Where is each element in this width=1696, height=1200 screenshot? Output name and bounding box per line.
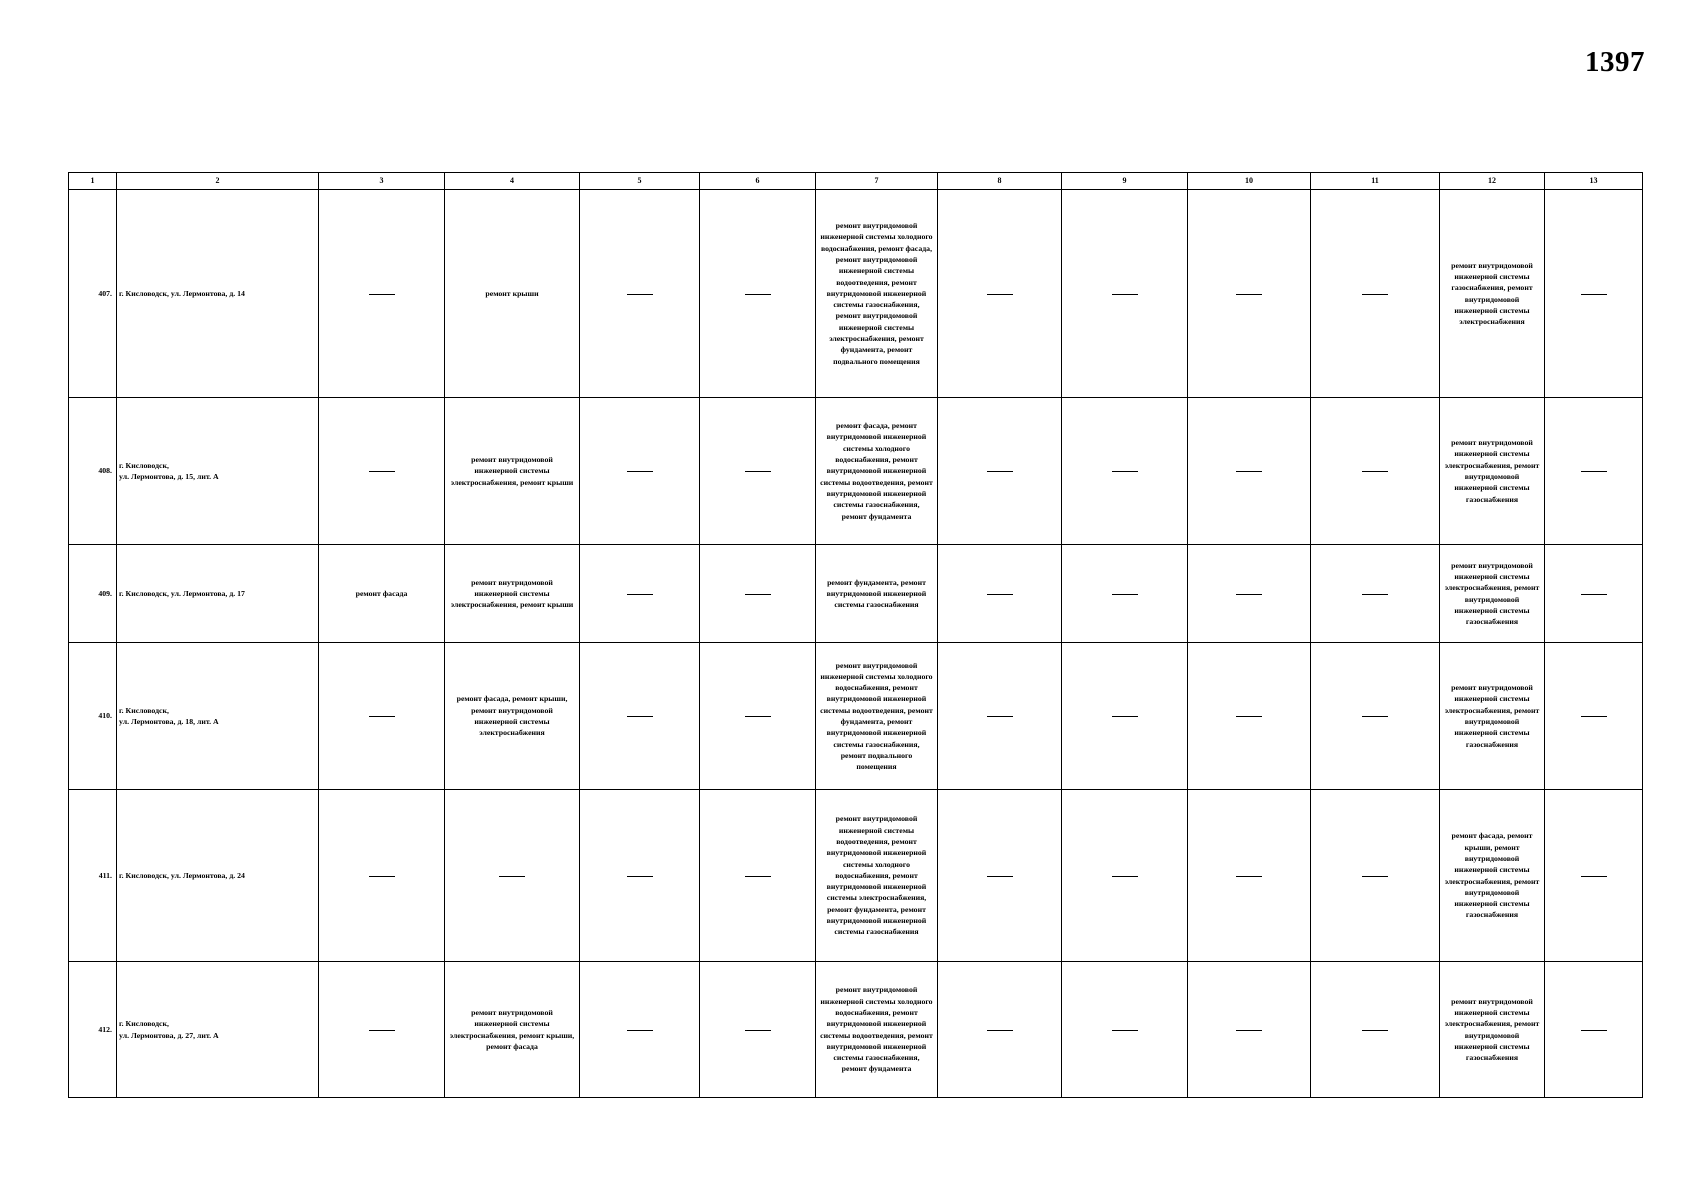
- works-cell: ремонт внутридомовой инженерной системы холодного водоснабжения, ремонт внутридомовой инженерной системы водоотведения, ремонт внутридомовой инженерной системы газоснабжения, ремонт фундамента: [816, 962, 938, 1098]
- empty-cell: [1062, 190, 1188, 398]
- column-number: 12: [1440, 173, 1545, 190]
- empty-cell: [1311, 790, 1440, 962]
- column-number: 11: [1311, 173, 1440, 190]
- dash-mark: [1362, 594, 1388, 595]
- dash-mark: [1581, 1030, 1607, 1031]
- dash-mark: [1112, 716, 1138, 717]
- empty-cell: [319, 790, 445, 962]
- empty-cell: [1062, 643, 1188, 790]
- dash-mark: [627, 594, 653, 595]
- empty-cell: [1062, 962, 1188, 1098]
- empty-cell: [1545, 545, 1643, 643]
- dash-mark: [369, 1030, 395, 1031]
- dash-mark: [1362, 294, 1388, 295]
- empty-cell: [1545, 790, 1643, 962]
- empty-cell: [700, 790, 816, 962]
- dash-mark: [369, 716, 395, 717]
- dash-mark: [1236, 471, 1262, 472]
- page-number: 1397: [1585, 46, 1645, 78]
- empty-cell: [319, 962, 445, 1098]
- table-row: [69, 398, 1643, 545]
- dash-mark: [745, 1030, 771, 1031]
- dash-mark: [499, 876, 525, 877]
- empty-cell: [938, 962, 1062, 1098]
- empty-cell: [938, 643, 1062, 790]
- empty-cell: [580, 398, 700, 545]
- empty-cell: [1062, 398, 1188, 545]
- empty-cell: [445, 790, 580, 962]
- dash-mark: [1112, 471, 1138, 472]
- empty-cell: [580, 643, 700, 790]
- empty-cell: [319, 398, 445, 545]
- empty-cell: [1545, 190, 1643, 398]
- column-number-row: [69, 173, 1643, 190]
- register-table: [68, 172, 1643, 1098]
- dash-mark: [369, 471, 395, 472]
- table-row: [69, 545, 1643, 643]
- dash-mark: [627, 471, 653, 472]
- dash-mark: [987, 876, 1013, 877]
- table-row: [69, 643, 1643, 790]
- empty-cell: [1188, 190, 1311, 398]
- works-cell: ремонт фасада: [319, 545, 445, 643]
- works-cell: ремонт внутридомовой инженерной системы электроснабжения, ремонт внутридомовой инженерной системы газоснабжения: [1440, 545, 1545, 643]
- empty-cell: [700, 545, 816, 643]
- row-number: 410.: [69, 643, 117, 790]
- empty-cell: [580, 790, 700, 962]
- dash-mark: [1236, 594, 1262, 595]
- dash-mark: [627, 876, 653, 877]
- column-number: 2: [117, 173, 319, 190]
- works-cell: ремонт внутридомовой инженерной системы холодного водоснабжения, ремонт фасада, ремонт внутридомовой инженерной системы водоотведения, ремонт внутридомовой инженерной системы газоснабжения, ремонт внутридомовой инженерной системы электроснабжения, ремонт фундамента, ремонт подвального помещения: [816, 190, 938, 398]
- works-cell: ремонт фасада, ремонт крыши, ремонт внутридомовой инженерной системы электроснабжения, ремонт внутридомовой инженерной системы газоснабжения: [1440, 790, 1545, 962]
- works-cell: ремонт крыши: [445, 190, 580, 398]
- table-row: [69, 962, 1643, 1098]
- empty-cell: [1188, 398, 1311, 545]
- empty-cell: [938, 545, 1062, 643]
- dash-mark: [1112, 594, 1138, 595]
- empty-cell: [1545, 962, 1643, 1098]
- empty-cell: [1188, 962, 1311, 1098]
- works-cell: ремонт фасада, ремонт внутридомовой инженерной системы холодного водоснабжения, ремонт внутридомовой инженерной системы водоотведения, ремонт внутридомовой инженерной системы газоснабжения, ремонт фундамента: [816, 398, 938, 545]
- dash-mark: [1581, 294, 1607, 295]
- empty-cell: [700, 643, 816, 790]
- column-number: 9: [1062, 173, 1188, 190]
- works-cell: ремонт внутридомовой инженерной системы водоотведения, ремонт внутридомовой инженерной системы холодного водоснабжения, ремонт внутридомовой инженерной системы электроснабжения, ремонт фундамента, ремонт внутридомовой инженерной системы газоснабжения: [816, 790, 938, 962]
- empty-cell: [938, 398, 1062, 545]
- dash-mark: [745, 294, 771, 295]
- empty-cell: [1311, 190, 1440, 398]
- empty-cell: [1311, 643, 1440, 790]
- empty-cell: [1311, 545, 1440, 643]
- dash-mark: [1236, 1030, 1262, 1031]
- dash-mark: [1362, 876, 1388, 877]
- row-number: 409.: [69, 545, 117, 643]
- dash-mark: [745, 716, 771, 717]
- empty-cell: [580, 545, 700, 643]
- works-cell: ремонт внутридомовой инженерной системы электроснабжения, ремонт крыши: [445, 398, 580, 545]
- column-number: 8: [938, 173, 1062, 190]
- column-number: 10: [1188, 173, 1311, 190]
- column-number: 5: [580, 173, 700, 190]
- address-cell: г. Кисловодск, ул. Лермонтова, д. 27, лит. А: [117, 962, 319, 1098]
- dash-mark: [627, 716, 653, 717]
- empty-cell: [1188, 643, 1311, 790]
- works-cell: ремонт внутридомовой инженерной системы электроснабжения, ремонт внутридомовой инженерной системы газоснабжения: [1440, 643, 1545, 790]
- empty-cell: [1062, 545, 1188, 643]
- row-number: 408.: [69, 398, 117, 545]
- empty-cell: [938, 790, 1062, 962]
- dash-mark: [627, 294, 653, 295]
- empty-cell: [1062, 790, 1188, 962]
- works-cell: ремонт фундамента, ремонт внутридомовой инженерной системы газоснабжения: [816, 545, 938, 643]
- dash-mark: [1236, 876, 1262, 877]
- empty-cell: [319, 190, 445, 398]
- works-cell: ремонт внутридомовой инженерной системы электроснабжения, ремонт внутридомовой инженерной системы газоснабжения: [1440, 398, 1545, 545]
- address-cell: г. Кисловодск, ул. Лермонтова, д. 14: [117, 190, 319, 398]
- dash-mark: [987, 594, 1013, 595]
- row-number: 411.: [69, 790, 117, 962]
- dash-mark: [987, 1030, 1013, 1031]
- empty-cell: [580, 190, 700, 398]
- works-cell: ремонт фасада, ремонт крыши, ремонт внутридомовой инженерной системы электроснабжения: [445, 643, 580, 790]
- column-number: 7: [816, 173, 938, 190]
- dash-mark: [369, 876, 395, 877]
- column-number: 4: [445, 173, 580, 190]
- empty-cell: [1311, 398, 1440, 545]
- empty-cell: [1311, 962, 1440, 1098]
- empty-cell: [700, 962, 816, 1098]
- column-number: 13: [1545, 173, 1643, 190]
- dash-mark: [1112, 876, 1138, 877]
- dash-mark: [1112, 1030, 1138, 1031]
- row-number: 412.: [69, 962, 117, 1098]
- dash-mark: [745, 876, 771, 877]
- works-cell: ремонт внутридомовой инженерной системы электроснабжения, ремонт крыши: [445, 545, 580, 643]
- dash-mark: [1112, 294, 1138, 295]
- address-cell: г. Кисловодск, ул. Лермонтова, д. 24: [117, 790, 319, 962]
- dash-mark: [1581, 471, 1607, 472]
- dash-mark: [1362, 716, 1388, 717]
- dash-mark: [987, 471, 1013, 472]
- empty-cell: [700, 398, 816, 545]
- column-number: 1: [69, 173, 117, 190]
- dash-mark: [1581, 876, 1607, 877]
- dash-mark: [1362, 1030, 1388, 1031]
- empty-cell: [938, 190, 1062, 398]
- address-cell: г. Кисловодск, ул. Лермонтова, д. 17: [117, 545, 319, 643]
- dash-mark: [1236, 294, 1262, 295]
- dash-mark: [987, 716, 1013, 717]
- row-number: 407.: [69, 190, 117, 398]
- empty-cell: [1545, 643, 1643, 790]
- address-cell: г. Кисловодск, ул. Лермонтова, д. 18, лит. А: [117, 643, 319, 790]
- dash-mark: [1236, 716, 1262, 717]
- works-cell: ремонт внутридомовой инженерной системы газоснабжения, ремонт внутридомовой инженерной системы электроснабжения: [1440, 190, 1545, 398]
- dash-mark: [745, 471, 771, 472]
- dash-mark: [987, 294, 1013, 295]
- table-body: [69, 173, 1643, 1098]
- column-number: 6: [700, 173, 816, 190]
- empty-cell: [1188, 545, 1311, 643]
- empty-cell: [580, 962, 700, 1098]
- table-row: [69, 790, 1643, 962]
- dash-mark: [1581, 716, 1607, 717]
- dash-mark: [745, 594, 771, 595]
- dash-mark: [627, 1030, 653, 1031]
- address-cell: г. Кисловодск, ул. Лермонтова, д. 15, лит. А: [117, 398, 319, 545]
- dash-mark: [369, 294, 395, 295]
- table-row: [69, 190, 1643, 398]
- column-number: 3: [319, 173, 445, 190]
- empty-cell: [319, 643, 445, 790]
- empty-cell: [700, 190, 816, 398]
- works-cell: ремонт внутридомовой инженерной системы электроснабжения, ремонт внутридомовой инженерной системы газоснабжения: [1440, 962, 1545, 1098]
- works-cell: ремонт внутридомовой инженерной системы холодного водоснабжения, ремонт внутридомовой инженерной системы водоотведения, ремонт фундамента, ремонт внутридомовой инженерной системы газоснабжения, ремонт подвального помещения: [816, 643, 938, 790]
- dash-mark: [1581, 594, 1607, 595]
- dash-mark: [1362, 471, 1388, 472]
- works-cell: ремонт внутридомовой инженерной системы электроснабжения, ремонт крыши, ремонт фасада: [445, 962, 580, 1098]
- empty-cell: [1188, 790, 1311, 962]
- empty-cell: [1545, 398, 1643, 545]
